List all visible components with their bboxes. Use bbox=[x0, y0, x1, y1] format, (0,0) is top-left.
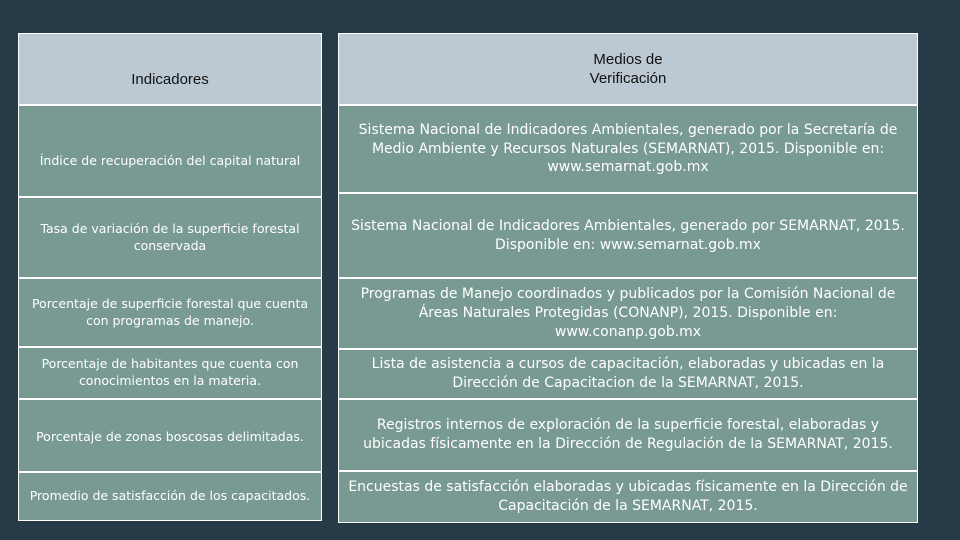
indicator-cell-5 bbox=[19, 400, 321, 471]
indicators-header-label: Indicadores bbox=[131, 71, 209, 88]
verification-header bbox=[339, 34, 917, 104]
indicator-text: Tasa de variación de la superficie forestal conservada bbox=[40, 220, 300, 253]
verification-text: Sistema Nacional de Indicadores Ambientales, generado por la Secretaría de Medio Ambiente y Recursos Naturales (SEMARNAT), 2015. Disponible en: www.semarnat.gob.mx bbox=[358, 121, 898, 176]
verification-text: Sistema Nacional de Indicadores Ambientales, generado por SEMARNAT, 2015. Disponible en: www.semarnat.gob.mx bbox=[351, 217, 905, 253]
indicator-text: Promedio de satisfacción de los capacitados. bbox=[29, 488, 311, 504]
indicators-header bbox=[19, 34, 321, 104]
indicator-cell-1 bbox=[19, 106, 321, 196]
verification-cell-2 bbox=[339, 194, 917, 277]
verification-cell-3 bbox=[339, 279, 917, 348]
verification-text: Registros internos de exploración de la superficie forestal, elaboradas y ubicadas físicamente en la Dirección de Regulación de la SEMARNAT, 2015. bbox=[363, 417, 893, 452]
indicator-cell-6 bbox=[19, 473, 321, 520]
verification-text: Lista de asistencia a cursos de capacitación, elaboradas y ubicadas en la Dirección de Capacitacion de la SEMARNAT, 2015. bbox=[371, 356, 885, 391]
indicators-column bbox=[18, 33, 322, 521]
verification-column bbox=[338, 33, 918, 523]
indicator-text: Porcentaje de habitantes que cuenta con conocimientos en la materia. bbox=[41, 356, 299, 388]
verification-cell-5 bbox=[339, 400, 917, 470]
indicator-text: Porcentaje de zonas boscosas delimitadas. bbox=[36, 429, 304, 445]
verification-cell-4 bbox=[339, 350, 917, 398]
verification-cell-6 bbox=[339, 472, 917, 522]
verification-cell-1 bbox=[339, 106, 917, 192]
indicator-cell-4 bbox=[19, 348, 321, 398]
indicator-text: Porcentaje de superficie forestal que cuenta con programas de manejo. bbox=[31, 295, 309, 328]
indicator-text: Índice de recuperación del capital natural bbox=[39, 152, 301, 168]
indicator-cell-3 bbox=[19, 279, 321, 346]
verification-text: Encuestas de satisfacción elaboradas y ubicadas físicamente en la Dirección de Capacitación de la SEMARNAT, 2015. bbox=[348, 479, 908, 514]
verification-header-label: Medios de Verificación bbox=[589, 50, 667, 87]
verification-text: Programas de Manejo coordinados y publicados por la Comisión Nacional de Áreas Naturales Protegidas (CONANP), 2015. Disponible en: www.conanp.gob.mx bbox=[360, 286, 896, 340]
indicator-cell-2 bbox=[19, 198, 321, 277]
